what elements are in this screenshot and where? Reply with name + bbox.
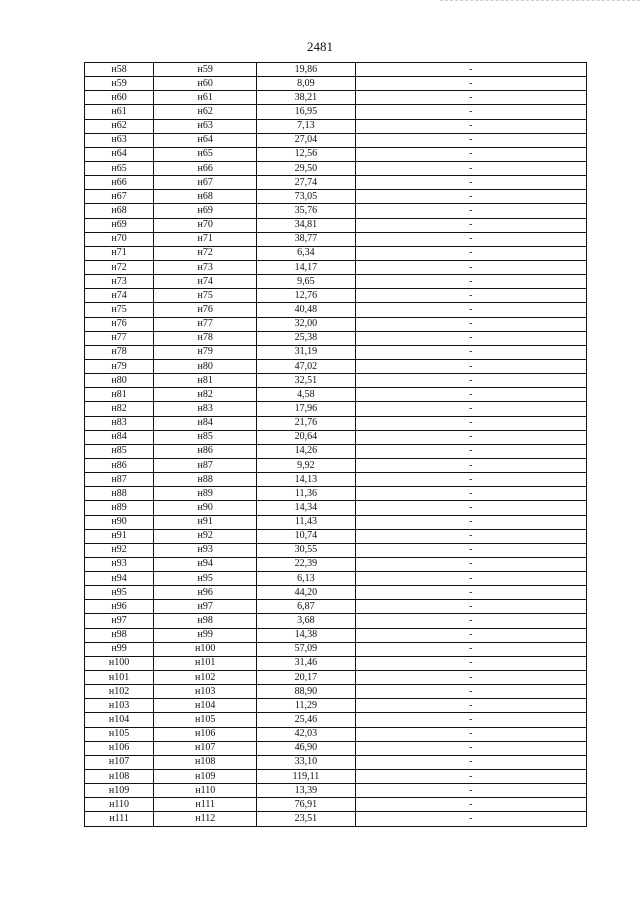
to-point-cell: н79 (154, 345, 257, 359)
note-cell: - (355, 487, 586, 501)
distance-cell: 33,10 (257, 755, 355, 769)
from-point-cell: н106 (85, 741, 154, 755)
table-body (85, 63, 587, 827)
from-point-cell: н111 (85, 812, 154, 826)
table-row (85, 444, 587, 458)
from-point-cell: н61 (85, 105, 154, 119)
table-row (85, 487, 587, 501)
from-point-cell: н105 (85, 727, 154, 741)
table-row (85, 727, 587, 741)
distance-cell: 6,87 (257, 600, 355, 614)
to-point-cell: н80 (154, 359, 257, 373)
table-row (85, 77, 587, 91)
distance-cell: 11,43 (257, 515, 355, 529)
note-cell: - (355, 260, 586, 274)
distance-cell: 12,76 (257, 289, 355, 303)
table-row (85, 586, 587, 600)
distance-cell: 31,19 (257, 345, 355, 359)
table-row (85, 713, 587, 727)
distance-cell: 14,38 (257, 628, 355, 642)
table-row (85, 741, 587, 755)
note-cell: - (355, 812, 586, 826)
from-point-cell: н79 (85, 359, 154, 373)
from-point-cell: н64 (85, 147, 154, 161)
table-row (85, 359, 587, 373)
distance-cell: 30,55 (257, 543, 355, 557)
distance-cell: 14,13 (257, 473, 355, 487)
distance-cell: 14,26 (257, 444, 355, 458)
to-point-cell: н108 (154, 755, 257, 769)
table-row (85, 63, 587, 77)
distance-cell: 42,03 (257, 727, 355, 741)
to-point-cell: н112 (154, 812, 257, 826)
to-point-cell: н74 (154, 275, 257, 289)
note-cell: - (355, 246, 586, 260)
from-point-cell: н75 (85, 303, 154, 317)
note-cell: - (355, 402, 586, 416)
note-cell: - (355, 161, 586, 175)
from-point-cell: н93 (85, 557, 154, 571)
note-cell: - (355, 501, 586, 515)
table-row (85, 161, 587, 175)
page-number: 2481 (307, 39, 333, 54)
distance-cell: 44,20 (257, 586, 355, 600)
from-point-cell: н80 (85, 374, 154, 388)
table-row (85, 543, 587, 557)
from-point-cell: н68 (85, 204, 154, 218)
distance-cell: 25,38 (257, 331, 355, 345)
from-point-cell: н90 (85, 515, 154, 529)
from-point-cell: н65 (85, 161, 154, 175)
note-cell: - (355, 543, 586, 557)
distance-cell: 25,46 (257, 713, 355, 727)
from-point-cell: н60 (85, 91, 154, 105)
from-point-cell: н88 (85, 487, 154, 501)
to-point-cell: н92 (154, 529, 257, 543)
table-row (85, 204, 587, 218)
distance-cell: 17,96 (257, 402, 355, 416)
to-point-cell: н85 (154, 430, 257, 444)
table-row (85, 374, 587, 388)
distance-cell: 119,11 (257, 770, 355, 784)
from-point-cell: н92 (85, 543, 154, 557)
to-point-cell: н71 (154, 232, 257, 246)
to-point-cell: н72 (154, 246, 257, 260)
note-cell: - (355, 345, 586, 359)
distance-cell: 11,36 (257, 487, 355, 501)
table-row (85, 685, 587, 699)
from-point-cell: н107 (85, 755, 154, 769)
note-cell: - (355, 416, 586, 430)
table-row (85, 515, 587, 529)
note-cell: - (355, 671, 586, 685)
distance-cell: 27,74 (257, 176, 355, 190)
table-row (85, 345, 587, 359)
distance-cell: 35,76 (257, 204, 355, 218)
note-cell: - (355, 572, 586, 586)
note-cell: - (355, 63, 586, 77)
distance-cell: 22,39 (257, 557, 355, 571)
from-point-cell: н76 (85, 317, 154, 331)
distance-cell: 16,95 (257, 105, 355, 119)
to-point-cell: н61 (154, 91, 257, 105)
distance-cell: 57,09 (257, 642, 355, 656)
from-point-cell: н77 (85, 331, 154, 345)
note-cell: - (355, 755, 586, 769)
note-cell: - (355, 232, 586, 246)
from-point-cell: н74 (85, 289, 154, 303)
distance-cell: 13,39 (257, 784, 355, 798)
note-cell: - (355, 218, 586, 232)
from-point-cell: н100 (85, 656, 154, 670)
from-point-cell: н108 (85, 770, 154, 784)
table-row (85, 755, 587, 769)
note-cell: - (355, 359, 586, 373)
note-cell: - (355, 741, 586, 755)
distance-cell: 23,51 (257, 812, 355, 826)
distance-cell: 32,00 (257, 317, 355, 331)
note-cell: - (355, 91, 586, 105)
table-row (85, 656, 587, 670)
distance-cell: 47,02 (257, 359, 355, 373)
from-point-cell: н97 (85, 614, 154, 628)
note-cell: - (355, 770, 586, 784)
note-cell: - (355, 685, 586, 699)
boundary-points-table (84, 62, 587, 827)
table-row (85, 176, 587, 190)
distance-cell: 8,09 (257, 77, 355, 91)
to-point-cell: н65 (154, 147, 257, 161)
to-point-cell: н67 (154, 176, 257, 190)
to-point-cell: н88 (154, 473, 257, 487)
to-point-cell: н81 (154, 374, 257, 388)
to-point-cell: н78 (154, 331, 257, 345)
from-point-cell: н62 (85, 119, 154, 133)
table-row (85, 458, 587, 472)
to-point-cell: н68 (154, 190, 257, 204)
from-point-cell: н72 (85, 260, 154, 274)
to-point-cell: н103 (154, 685, 257, 699)
to-point-cell: н106 (154, 727, 257, 741)
note-cell: - (355, 784, 586, 798)
from-point-cell: н96 (85, 600, 154, 614)
note-cell: - (355, 586, 586, 600)
from-point-cell: н110 (85, 798, 154, 812)
note-cell: - (355, 77, 586, 91)
to-point-cell: н63 (154, 119, 257, 133)
distance-cell: 6,34 (257, 246, 355, 260)
note-cell: - (355, 473, 586, 487)
table-row (85, 600, 587, 614)
table-row (85, 628, 587, 642)
from-point-cell: н86 (85, 458, 154, 472)
table-row (85, 473, 587, 487)
distance-cell: 21,76 (257, 416, 355, 430)
distance-cell: 20,17 (257, 671, 355, 685)
from-point-cell: н63 (85, 133, 154, 147)
table-row (85, 416, 587, 430)
note-cell: - (355, 388, 586, 402)
to-point-cell: н82 (154, 388, 257, 402)
distance-cell: 27,04 (257, 133, 355, 147)
note-cell: - (355, 204, 586, 218)
to-point-cell: н83 (154, 402, 257, 416)
note-cell: - (355, 147, 586, 161)
distance-cell: 32,51 (257, 374, 355, 388)
from-point-cell: н78 (85, 345, 154, 359)
to-point-cell: н110 (154, 784, 257, 798)
from-point-cell: н98 (85, 628, 154, 642)
to-point-cell: н107 (154, 741, 257, 755)
to-point-cell: н99 (154, 628, 257, 642)
note-cell: - (355, 317, 586, 331)
note-cell: - (355, 642, 586, 656)
to-point-cell: н105 (154, 713, 257, 727)
distance-cell: 38,21 (257, 91, 355, 105)
table-row (85, 303, 587, 317)
to-point-cell: н111 (154, 798, 257, 812)
note-cell: - (355, 515, 586, 529)
note-cell: - (355, 798, 586, 812)
note-cell: - (355, 444, 586, 458)
to-point-cell: н97 (154, 600, 257, 614)
note-cell: - (355, 303, 586, 317)
to-point-cell: н66 (154, 161, 257, 175)
to-point-cell: н76 (154, 303, 257, 317)
from-point-cell: н58 (85, 63, 154, 77)
to-point-cell: н64 (154, 133, 257, 147)
from-point-cell: н84 (85, 430, 154, 444)
from-point-cell: н66 (85, 176, 154, 190)
from-point-cell: н104 (85, 713, 154, 727)
note-cell: - (355, 275, 586, 289)
table-row (85, 812, 587, 826)
distance-cell: 10,74 (257, 529, 355, 543)
table-row (85, 798, 587, 812)
distance-cell: 14,17 (257, 260, 355, 274)
from-point-cell: н83 (85, 416, 154, 430)
to-point-cell: н93 (154, 543, 257, 557)
to-point-cell: н102 (154, 671, 257, 685)
to-point-cell: н100 (154, 642, 257, 656)
note-cell: - (355, 529, 586, 543)
to-point-cell: н96 (154, 586, 257, 600)
distance-cell: 9,65 (257, 275, 355, 289)
distance-cell: 38,77 (257, 232, 355, 246)
note-cell: - (355, 331, 586, 345)
table-row (85, 642, 587, 656)
from-point-cell: н82 (85, 402, 154, 416)
table-row (85, 275, 587, 289)
distance-cell: 73,05 (257, 190, 355, 204)
table-row (85, 614, 587, 628)
from-point-cell: н102 (85, 685, 154, 699)
note-cell: - (355, 374, 586, 388)
distance-cell: 88,90 (257, 685, 355, 699)
from-point-cell: н91 (85, 529, 154, 543)
note-cell: - (355, 600, 586, 614)
from-point-cell: н99 (85, 642, 154, 656)
note-cell: - (355, 133, 586, 147)
table-row (85, 770, 587, 784)
to-point-cell: н59 (154, 63, 257, 77)
distance-cell: 29,50 (257, 161, 355, 175)
note-cell: - (355, 557, 586, 571)
distance-cell: 40,48 (257, 303, 355, 317)
table-row (85, 430, 587, 444)
table-row (85, 91, 587, 105)
table-row (85, 105, 587, 119)
to-point-cell: н98 (154, 614, 257, 628)
table-row (85, 317, 587, 331)
to-point-cell: н70 (154, 218, 257, 232)
distance-cell: 3,68 (257, 614, 355, 628)
table-row (85, 572, 587, 586)
table-row (85, 784, 587, 798)
note-cell: - (355, 699, 586, 713)
note-cell: - (355, 656, 586, 670)
from-point-cell: н89 (85, 501, 154, 515)
table-row (85, 529, 587, 543)
to-point-cell: н60 (154, 77, 257, 91)
note-cell: - (355, 176, 586, 190)
table-row (85, 557, 587, 571)
distance-cell: 31,46 (257, 656, 355, 670)
to-point-cell: н90 (154, 501, 257, 515)
table-row (85, 190, 587, 204)
note-cell: - (355, 289, 586, 303)
distance-cell: 9,92 (257, 458, 355, 472)
distance-cell: 20,64 (257, 430, 355, 444)
from-point-cell: н81 (85, 388, 154, 402)
table-row (85, 671, 587, 685)
table-row (85, 119, 587, 133)
to-point-cell: н73 (154, 260, 257, 274)
distance-cell: 7,13 (257, 119, 355, 133)
from-point-cell: н67 (85, 190, 154, 204)
table-row (85, 501, 587, 515)
note-cell: - (355, 190, 586, 204)
from-point-cell: н101 (85, 671, 154, 685)
scan-edge-mark (440, 0, 640, 2)
distance-cell: 34,81 (257, 218, 355, 232)
to-point-cell: н77 (154, 317, 257, 331)
distance-cell: 76,91 (257, 798, 355, 812)
note-cell: - (355, 713, 586, 727)
to-point-cell: н101 (154, 656, 257, 670)
distance-cell: 11,29 (257, 699, 355, 713)
table-row (85, 289, 587, 303)
to-point-cell: н86 (154, 444, 257, 458)
table-row (85, 133, 587, 147)
distance-cell: 14,34 (257, 501, 355, 515)
from-point-cell: н59 (85, 77, 154, 91)
from-point-cell: н94 (85, 572, 154, 586)
table-row (85, 147, 587, 161)
note-cell: - (355, 119, 586, 133)
from-point-cell: н73 (85, 275, 154, 289)
from-point-cell: н69 (85, 218, 154, 232)
note-cell: - (355, 458, 586, 472)
from-point-cell: н71 (85, 246, 154, 260)
note-cell: - (355, 430, 586, 444)
table-row (85, 260, 587, 274)
to-point-cell: н94 (154, 557, 257, 571)
from-point-cell: н103 (85, 699, 154, 713)
note-cell: - (355, 727, 586, 741)
note-cell: - (355, 614, 586, 628)
table-row (85, 331, 587, 345)
to-point-cell: н95 (154, 572, 257, 586)
to-point-cell: н104 (154, 699, 257, 713)
table-row (85, 246, 587, 260)
from-point-cell: н109 (85, 784, 154, 798)
to-point-cell: н69 (154, 204, 257, 218)
table-row (85, 402, 587, 416)
from-point-cell: н85 (85, 444, 154, 458)
distance-cell: 46,90 (257, 741, 355, 755)
to-point-cell: н91 (154, 515, 257, 529)
note-cell: - (355, 628, 586, 642)
to-point-cell: н87 (154, 458, 257, 472)
to-point-cell: н109 (154, 770, 257, 784)
from-point-cell: н70 (85, 232, 154, 246)
from-point-cell: н87 (85, 473, 154, 487)
distance-cell: 12,56 (257, 147, 355, 161)
table-row (85, 388, 587, 402)
to-point-cell: н75 (154, 289, 257, 303)
to-point-cell: н89 (154, 487, 257, 501)
table-row (85, 232, 587, 246)
distance-cell: 19,86 (257, 63, 355, 77)
to-point-cell: н62 (154, 105, 257, 119)
distance-cell: 4,58 (257, 388, 355, 402)
distance-cell: 6,13 (257, 572, 355, 586)
table-row (85, 699, 587, 713)
note-cell: - (355, 105, 586, 119)
to-point-cell: н84 (154, 416, 257, 430)
from-point-cell: н95 (85, 586, 154, 600)
table-row (85, 218, 587, 232)
